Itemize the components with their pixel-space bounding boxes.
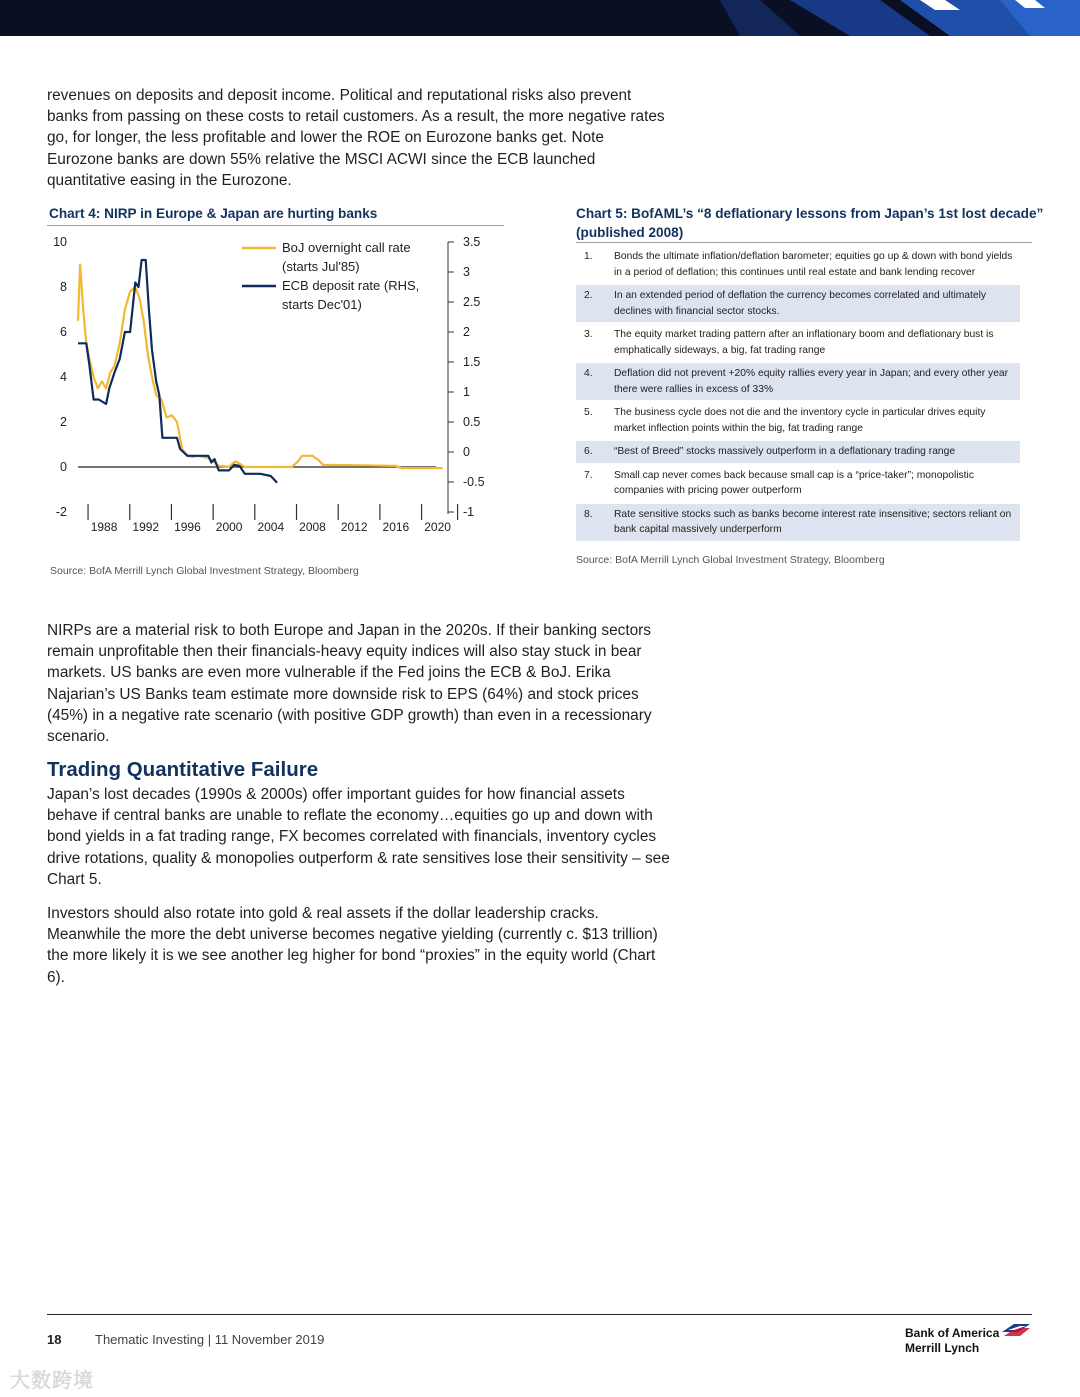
y-left-tick-label: 8 <box>60 280 67 294</box>
row-number: 7. <box>576 464 608 503</box>
x-tick-label: 1992 <box>132 520 160 534</box>
x-tick-label: 2004 <box>257 520 285 534</box>
y-right-tick-label: -1 <box>463 505 475 519</box>
x-tick-label: 2008 <box>299 520 326 534</box>
chart4-line-chart <box>45 228 485 548</box>
logo-line2: Merrill Lynch <box>905 1341 980 1355</box>
table-row <box>576 440 1020 464</box>
y-right-tick-label: 0 <box>463 445 470 459</box>
y-right-tick-label: 1.5 <box>463 355 481 369</box>
x-tick-label: 1996 <box>174 520 201 534</box>
y-right-tick-label: 1 <box>463 385 470 399</box>
x-tick-label: 2016 <box>382 520 410 534</box>
company-logo-text <box>905 1326 999 1356</box>
chart4-title-rule <box>47 225 504 226</box>
y-right-tick-label: 2.5 <box>463 295 481 309</box>
row-text: In an extended period of deflation the currency becomes correlated and ultimately declines with financial sector stocks. <box>608 284 1020 323</box>
y-left-tick-label: 6 <box>60 325 67 339</box>
chart4-source: Source: BofA Merrill Lynch Global Investment Strategy, Bloomberg <box>50 565 359 577</box>
chart5-title-line2: (published 2008) <box>576 225 684 240</box>
japan-paragraph: Japan’s lost decades (1990s & 2000s) offer important guides for how financial assets behave if central banks are unable to reflate the economy…equities go up and down with bond yields in a fat trading range, FX becomes correlated with financials, inventory cycles drive rotations, quality & monopolies outperform & rate sensitives lose their sensitivity – see Chart 5. <box>47 786 670 888</box>
row-text: The business cycle does not die and the inventory cycle in particular drives equity market inflection points within the big, fat trading range <box>608 401 1020 440</box>
investors-paragraph: Investors should also rotate into gold & real assets if the dollar leadership cracks. Meanwhile the more the debt universe becomes negative yielding (currently c. $13 trillion) the more likely it is we see another leg higher for bond “proxies” in the equity world (Chart 6). <box>47 905 658 986</box>
row-text: The equity market trading pattern after an inflationary boom and deflationary bust is emphatically sideways, a big, fat trading range <box>608 323 1020 362</box>
row-number: 5. <box>576 401 608 440</box>
intro-paragraph: revenues on deposits and deposit income. Political and reputational risks also prevent banks from passing on these costs to retail customers. As a result, the more negative rates go, for longer, the less profitable and lower the ROE on Eurozone banks get. Note Eurozone banks are down 55% relative the MSCI ACWI since the ECB launched quantitative easing in the Eurozone. <box>47 87 665 189</box>
footer-rule <box>47 1314 1032 1315</box>
y-left-tick-label: 0 <box>60 460 67 474</box>
chart4-title: Chart 4: NIRP in Europe & Japan are hurting banks <box>49 206 378 221</box>
legend-label: ECB deposit rate (RHS, <box>282 278 420 293</box>
section-heading: Trading Quantitative Failure <box>47 758 319 781</box>
page-number: 18 <box>47 1332 62 1347</box>
header-decoration <box>0 0 1080 36</box>
legend-label: BoJ overnight call rate <box>282 240 411 255</box>
row-text: Bonds the ultimate inflation/deflation barometer; equities go up & down with bond yields in a period of deflation; this continues until real estate and bank lending recover <box>608 246 1020 284</box>
legend-label: starts Dec'01) <box>282 297 362 312</box>
row-text: Deflation did not prevent +20% equity rallies every year in Japan; and every other year there were rallies in excess of 33% <box>608 362 1020 401</box>
y-left-tick-label: -2 <box>55 505 67 519</box>
publication-info: Thematic Investing | 11 November 2019 <box>95 1332 325 1347</box>
row-text: Rate sensitive stocks such as banks become interest rate insensitive; sectors reliant on bank capital massively underperform <box>608 503 1020 542</box>
row-number: 4. <box>576 362 608 401</box>
y-left-tick-label: 2 <box>60 415 67 429</box>
row-text: “Best of Breed” stocks massively outperform in a deflationary trading range <box>608 440 1020 464</box>
y-right-tick-label: -0.5 <box>463 475 485 489</box>
row-number: 6. <box>576 440 608 464</box>
y-right-tick-label: 3 <box>463 265 470 279</box>
x-tick-label: 1988 <box>90 520 118 534</box>
row-text: Small cap never comes back because small cap is a “price-taker”; monopolistic companies with pricing power outperform <box>608 464 1020 503</box>
logo-line1: Bank of America <box>905 1326 1000 1340</box>
watermark: 大数跨境 <box>10 1370 94 1392</box>
table-row <box>576 401 1020 440</box>
table-row <box>576 246 1020 284</box>
y-right-tick-label: 2 <box>463 325 470 339</box>
row-number: 1. <box>576 246 608 284</box>
y-right-tick-label: 3.5 <box>463 235 481 249</box>
row-number: 3. <box>576 323 608 362</box>
table-row <box>576 362 1020 401</box>
table-row <box>576 464 1020 503</box>
ecb-rate-line <box>78 260 277 483</box>
x-tick-label: 2020 <box>424 520 451 534</box>
row-number: 8. <box>576 503 608 542</box>
table-row <box>576 503 1020 542</box>
table-row <box>576 323 1020 362</box>
x-tick-label: 2012 <box>340 520 368 534</box>
lessons-table <box>576 246 1020 543</box>
legend-label: (starts Jul'85) <box>282 259 360 274</box>
y-left-tick-label: 4 <box>60 370 67 384</box>
header-bar <box>0 0 1080 36</box>
chart5-title-line1: Chart 5: BofAML’s “8 deflationary lessons from Japan’s 1st lost decade” <box>576 206 1044 221</box>
flag-logo-icon <box>1000 1322 1032 1338</box>
boj-rate-line <box>78 265 443 469</box>
chart5-title-rule <box>576 242 1032 243</box>
row-number: 2. <box>576 284 608 323</box>
chart5-source: Source: BofA Merrill Lynch Global Investment Strategy, Bloomberg <box>576 554 885 566</box>
y-left-tick-label: 10 <box>53 235 67 249</box>
nirp-paragraph: NIRPs are a material risk to both Europe and Japan in the 2020s. If their banking sectors remain unprofitable then their financials-heavy equity indices will also stay stuck in bear markets. US banks are even more vulnerable if the Fed joins the ECB & BoJ. Erika Najarian’s US Banks team estimate more downside risk to EPS (64%) and stock prices (45%) in a negative rate scenario (with positive GDP growth) than even in a recessionary scenario. <box>47 622 652 746</box>
y-right-tick-label: 0.5 <box>463 415 481 429</box>
x-tick-label: 2000 <box>215 520 243 534</box>
table-row <box>576 284 1020 323</box>
